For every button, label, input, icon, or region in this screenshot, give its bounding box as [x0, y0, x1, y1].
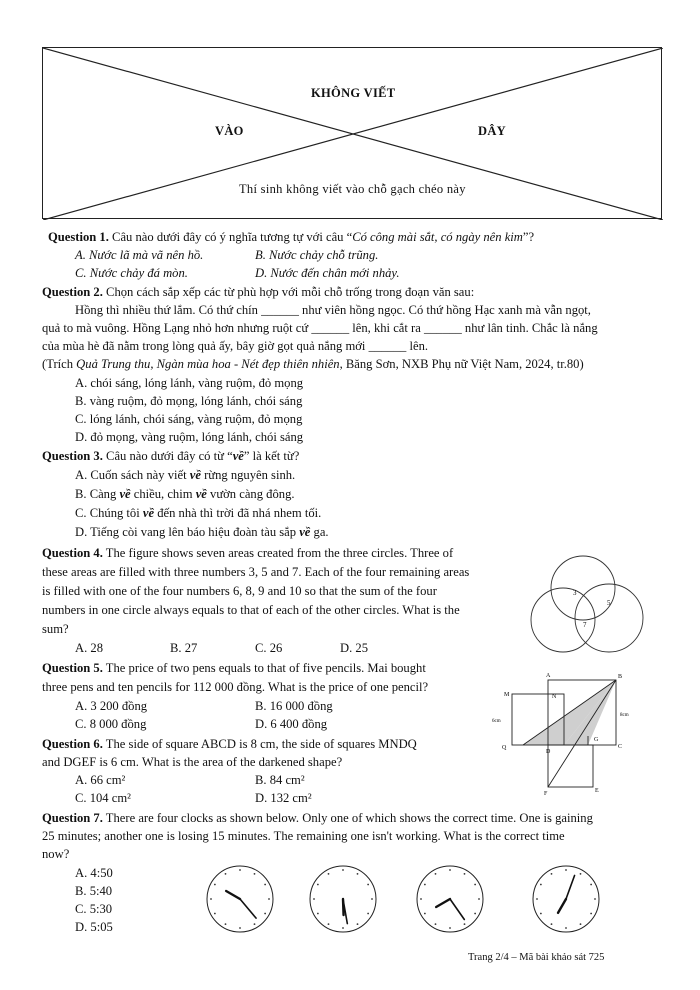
page-footer: Trang 2/4 – Mã bài khảo sát 725	[468, 952, 605, 963]
clock-tick	[225, 923, 227, 925]
q7-line-2: 25 minutes; another one is losing 15 minutes. The remaining one isn't working. What is the correct time	[42, 829, 565, 843]
clock-3	[417, 866, 483, 932]
clock-tick	[328, 873, 330, 875]
clock-tick	[328, 923, 330, 925]
clock-tick	[540, 884, 542, 886]
q6-option-d[interactable]: D. 132 cm²	[255, 791, 312, 805]
q2-source-pre: (Trích	[42, 357, 77, 371]
q5-option-a[interactable]: A. 3 200 đồng	[75, 699, 148, 713]
label-C: C	[618, 744, 623, 750]
q1-quote: Có công mài sắt, có ngày nên kim	[352, 230, 523, 244]
q2-source-title: Quả Trung thu, Ngàn mùa hoa - Nét đẹp thiên nhiên	[76, 357, 340, 371]
q5-option-b[interactable]: B. 16 000 đồng	[255, 699, 333, 713]
q5-line-2: three pens and ten pencils for 112 000 đồng. What is the price of one pencil?	[42, 680, 429, 694]
q2-option-b[interactable]: B. vàng ruộm, đỏ mọng, lóng lánh, chói sáng	[75, 394, 303, 408]
q4-line-1	[42, 544, 453, 562]
clock-tick	[254, 873, 256, 875]
q3-b-post: chiều, chim	[130, 487, 196, 501]
q4-option-a[interactable]: A. 28	[75, 641, 103, 655]
label-M: M	[504, 692, 510, 698]
q1-stem	[48, 228, 534, 246]
clock-tick	[210, 898, 212, 900]
q7-option-a[interactable]: A. 4:50	[75, 866, 113, 880]
label-F: F	[544, 791, 548, 797]
clock-tick	[464, 873, 466, 875]
q3-stem	[42, 447, 299, 465]
clock-tick	[435, 923, 437, 925]
q4-text-1: The figure shows seven areas created from the three circles. Three of	[102, 546, 454, 560]
clock-tick	[594, 898, 596, 900]
clock-tick	[424, 884, 426, 886]
clock-tick	[449, 927, 451, 929]
clock-tick	[214, 913, 216, 915]
circle-right	[575, 584, 643, 652]
q4-line-3: is filled with one of the four numbers 6, 8, 9 and 10 so that the sum of the four	[42, 584, 437, 598]
label-Q: Q	[502, 745, 507, 751]
clock-tick	[367, 884, 369, 886]
q3-d-word: về	[299, 525, 311, 539]
q4-option-c[interactable]: C. 26	[255, 641, 283, 655]
clock-tick	[342, 927, 344, 929]
clock-minute-hand	[240, 899, 256, 918]
q6-line-2: and DGEF is 6 cm. What is the area of the darkened shape?	[42, 755, 343, 769]
q2-option-d[interactable]: D. đỏ mọng, vàng ruộm, lóng lánh, chói sáng	[75, 430, 304, 444]
clock-tick	[435, 873, 437, 875]
clock-4	[533, 866, 599, 932]
figure-number-5: 5	[607, 599, 611, 607]
header-left-text: VÀO	[215, 124, 244, 138]
clock-1	[207, 866, 273, 932]
label-8cm: 8cm	[620, 713, 629, 718]
clock-tick	[478, 898, 480, 900]
q2-text: Chọn cách sắp xếp các từ phù hợp với mỗi chỗ trống trong đoạn văn sau:	[106, 285, 475, 299]
q2-para-3: của mùa hè đã nằm trong lòng quả ấy, bây giờ gọt quả nắng mới ______ lên.	[42, 339, 429, 353]
q7-label: Question 7.	[42, 811, 103, 825]
q2-source-post: , Băng Sơn, NXB Phụ nữ Việt Nam, 2024, tr.80)	[339, 357, 584, 371]
clock-tick	[239, 869, 241, 871]
clock-tick	[239, 927, 241, 929]
q2-label: Question 2.	[42, 285, 103, 299]
clock-tick	[264, 884, 266, 886]
q6-text-1: The side of square ABCD is 8 cm, the side of squares MNDQ	[102, 737, 417, 751]
clock-tick	[225, 873, 227, 875]
q3-word: về	[232, 449, 244, 463]
q3-c-post: đến nhà thì trời đã nhá nhem tối.	[154, 506, 322, 520]
clock-tick	[474, 884, 476, 886]
clock-tick	[449, 869, 451, 871]
q1-label: Question 1.	[48, 230, 109, 244]
q2-para-2: quả to mà vuông. Hồng Lạng nhỏ hơn nhưng ruột cứ ______ lên, khi cắt ra ______ như lân tinh. Chắc là nắng	[42, 321, 598, 335]
q3-a-pre: A. Cuốn sách này viết	[75, 468, 190, 482]
clock-hour-hand	[558, 899, 566, 913]
q6-option-a[interactable]: A. 66 cm²	[75, 773, 126, 787]
clock-tick	[590, 913, 592, 915]
clock-tick	[536, 898, 538, 900]
three-circles-figure	[515, 548, 675, 658]
clock-minute-hand	[450, 899, 464, 919]
q3-option-b[interactable]	[75, 485, 295, 503]
clock-tick	[317, 884, 319, 886]
q1-option-b[interactable]: B. Nước chảy chỗ trũng.	[255, 248, 379, 262]
clock-tick	[580, 873, 582, 875]
clock-tick	[464, 923, 466, 925]
label-6cm: 6cm	[492, 719, 501, 724]
q3-option-d[interactable]	[75, 523, 329, 541]
clock-tick	[371, 898, 373, 900]
q4-line-4: numbers in one circle always equals to that of each of the other circles. What is the	[42, 603, 460, 617]
clock-tick	[268, 898, 270, 900]
q4-line-5: sum?	[42, 622, 69, 636]
no-write-box	[42, 47, 662, 219]
q3-b-pre: B. Càng	[75, 487, 120, 501]
label-A: A	[546, 673, 551, 679]
label-G: G	[594, 737, 599, 743]
q7-option-c[interactable]: C. 5:30	[75, 902, 113, 916]
clock-tick	[313, 898, 315, 900]
q1-text: Câu nào dưới đây có ý nghĩa tương tự với câu “	[112, 230, 353, 244]
clock-tick	[264, 913, 266, 915]
header-bottom-text: Thí sinh không viết vào chỗ gạch chéo này	[239, 182, 466, 196]
q3-b-word: về	[119, 487, 131, 501]
clock-tick	[367, 913, 369, 915]
q4-option-d[interactable]: D. 25	[340, 641, 368, 655]
q7-option-b[interactable]: B. 5:40	[75, 884, 113, 898]
clock-tick	[540, 913, 542, 915]
q7-text-1: There are four clocks as shown below. Only one of which shows the correct time. One is gaining	[102, 811, 593, 825]
q2-option-a[interactable]: A. chói sáng, lóng lánh, vàng ruộm, đỏ mọng	[75, 376, 304, 390]
label-D: D	[546, 749, 551, 755]
q3-option-a[interactable]	[75, 466, 295, 484]
clocks-figure	[200, 860, 630, 940]
q2-source	[42, 355, 584, 373]
q5-text-1: The price of two pens equals to that of five pencils. Mai bought	[102, 661, 426, 675]
clock-tick	[580, 923, 582, 925]
clock-tick	[357, 873, 359, 875]
q3-end: ” là kết từ?	[243, 449, 300, 463]
q6-label: Question 6.	[42, 737, 103, 751]
q2-para-1: Hồng thì nhiều thứ lắm. Có thứ chín ______ như viên hồng ngọc. Có thứ hồng Hạc xanh mà vẫn ngọt,	[75, 303, 591, 317]
clock-hour-hand	[226, 891, 240, 899]
clock-tick	[342, 869, 344, 871]
q5-option-c[interactable]: C. 8 000 đồng	[75, 717, 147, 731]
q3-b-post2: vườn càng đông.	[206, 487, 295, 501]
q3-option-c[interactable]	[75, 504, 321, 522]
clock-2	[310, 866, 376, 932]
q4-label: Question 4.	[42, 546, 103, 560]
clock-tick	[357, 923, 359, 925]
label-E: E	[595, 788, 599, 794]
q6-option-b[interactable]: B. 84 cm²	[255, 773, 305, 787]
q3-b-word2: về	[195, 487, 207, 501]
clock-hour-hand	[436, 899, 450, 907]
clock-tick	[590, 884, 592, 886]
label-N: N	[552, 694, 557, 700]
clock-tick	[214, 884, 216, 886]
clock-minute-hand	[566, 876, 575, 899]
q6-option-c[interactable]: C. 104 cm²	[75, 791, 131, 805]
q3-label: Question 3.	[42, 449, 103, 463]
q3-c-pre: C. Chúng tôi	[75, 506, 143, 520]
q7-option-d[interactable]: D. 5:05	[75, 920, 113, 934]
clock-tick	[551, 923, 553, 925]
q1-end: ”?	[522, 230, 535, 244]
q3-d-pre: D. Tiếng còi vang lên báo hiệu đoàn tàu sắp	[75, 525, 300, 539]
header-top-text: KHÔNG VIẾT	[311, 86, 396, 100]
q1-option-d[interactable]: D. Nước đến chân mới nhảy.	[255, 266, 400, 280]
squares-figure	[490, 672, 660, 800]
q3-a-word: về	[189, 468, 201, 482]
q3-c-word: về	[142, 506, 155, 520]
q7-line-1	[42, 809, 593, 827]
q6-line-1	[42, 735, 417, 753]
q3-a-post: rừng nguyên sinh.	[200, 468, 296, 482]
clock-tick	[474, 913, 476, 915]
clock-tick	[420, 898, 422, 900]
figure-number-7: 7	[583, 621, 587, 629]
q7-line-3: now?	[42, 847, 70, 861]
header-right-text: DÂY	[478, 124, 506, 138]
q1-option-c[interactable]: C. Nước chảy đá mòn.	[75, 266, 188, 280]
clock-tick	[565, 927, 567, 929]
clock-tick	[254, 923, 256, 925]
q2-option-c[interactable]: C. lóng lánh, chói sáng, vàng ruộm, đỏ mọng	[75, 412, 303, 426]
clock-tick	[424, 913, 426, 915]
label-B: B	[618, 674, 623, 680]
clock-tick	[551, 873, 553, 875]
q5-label: Question 5.	[42, 661, 103, 675]
q1-option-a[interactable]: A. Nước lã mà vã nên hồ.	[75, 248, 204, 262]
q5-line-1	[42, 659, 426, 677]
clock-tick	[317, 913, 319, 915]
q4-option-b[interactable]: B. 27	[170, 641, 198, 655]
q3-d-post: ga.	[310, 525, 329, 539]
q5-option-d[interactable]: D. 6 400 đồng	[255, 717, 328, 731]
figure-number-3: 3	[573, 589, 577, 597]
q3-text: Câu nào dưới đây có từ “	[106, 449, 233, 463]
q4-line-2: these areas are filled with three numbers 3, 5 and 7. Each of the four remaining areas	[42, 565, 470, 579]
clock-tick	[565, 869, 567, 871]
q2-stem	[42, 283, 474, 301]
